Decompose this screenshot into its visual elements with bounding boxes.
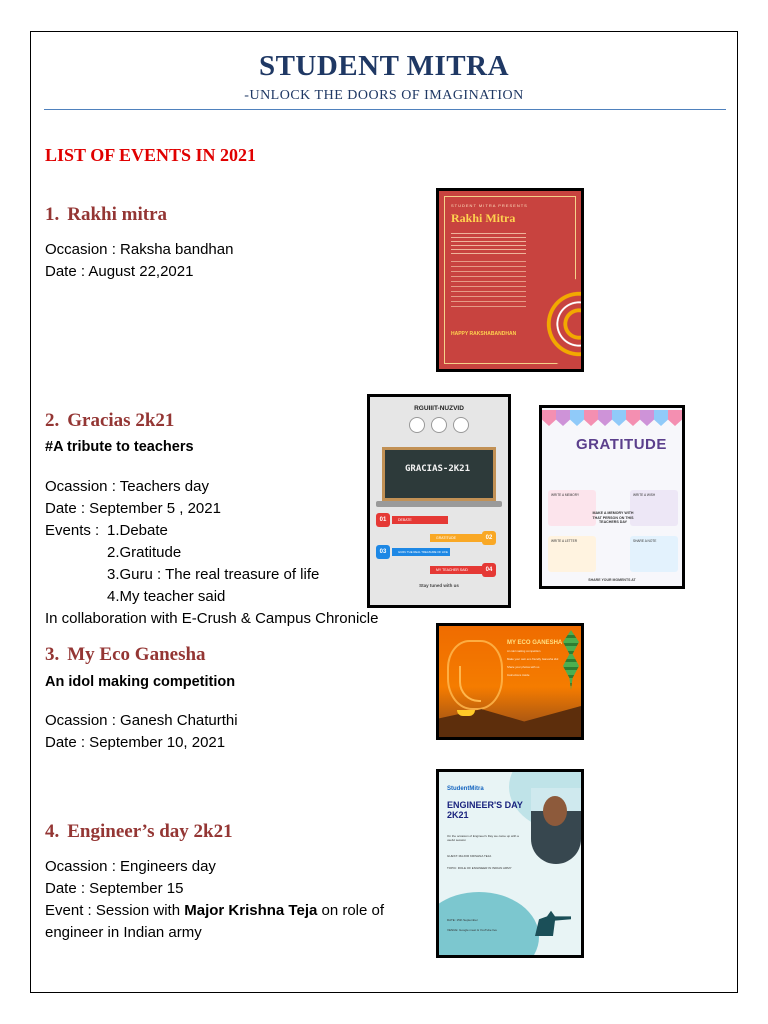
event-2-number: 2. bbox=[45, 410, 60, 431]
list-heading: LIST OF EVENTS IN 2021 bbox=[45, 145, 257, 165]
poster-line: DATE: 15th September bbox=[447, 918, 478, 922]
event-3-heading bbox=[45, 644, 206, 666]
event-2-date: Date : September 5 , 2021 bbox=[45, 500, 221, 517]
event-2-name: Gracias 2k21 bbox=[67, 410, 175, 431]
event-3-occasion: Ocassion : Ganesh Chaturthi bbox=[45, 712, 238, 729]
row-number-badge: 01 bbox=[376, 513, 390, 527]
row-label: DEBATE bbox=[392, 516, 448, 524]
speaker-face bbox=[543, 796, 567, 826]
event-2-item-1: 1.Debate bbox=[107, 522, 168, 539]
row-number-badge: 02 bbox=[482, 531, 496, 545]
event-4-session-suffix: on role of bbox=[317, 902, 385, 919]
poster-title: GRATITUDE bbox=[576, 436, 667, 453]
header-divider bbox=[44, 109, 726, 110]
poster-body-text bbox=[451, 261, 526, 311]
event-4-date: Date : September 15 bbox=[45, 880, 184, 897]
poster-body-text bbox=[451, 233, 526, 255]
info-box: WRITE A MEMORY bbox=[548, 490, 596, 526]
event-1-occasion: Occasion : Raksha bandhan bbox=[45, 241, 234, 258]
poster-logos bbox=[404, 417, 474, 435]
event-2-heading bbox=[45, 410, 174, 432]
row-number-badge: 03 bbox=[376, 545, 390, 559]
row-label: GRATITUDE bbox=[430, 534, 482, 542]
poster-org-name: RGUIIIT-NUZVID bbox=[414, 405, 464, 412]
event-4-occasion: Ocassion : Engineers day bbox=[45, 858, 216, 875]
event-3-name: My Eco Ganesha bbox=[67, 644, 206, 665]
event-2-events-label: Events : bbox=[45, 522, 100, 539]
logo-icon bbox=[453, 417, 469, 433]
gratitude-poster bbox=[539, 405, 685, 589]
event-3-number: 3. bbox=[45, 644, 60, 665]
bunting-flags bbox=[542, 410, 682, 426]
poster-kicker: STUDENT MITRA PRESENTS bbox=[451, 203, 528, 208]
event-4-session bbox=[45, 902, 384, 920]
event-4-session-prefix: Event : Session with bbox=[45, 902, 185, 919]
event-1-number: 1. bbox=[45, 204, 60, 225]
event-2-collaboration: In collaboration with E-Crush & Campus Chronicle bbox=[45, 610, 379, 627]
event-2-subtitle: #A tribute to teachers bbox=[45, 439, 194, 455]
logo-icon bbox=[431, 417, 447, 433]
event-3-subtitle: An idol making competition bbox=[45, 674, 236, 690]
poster-line: On the occasion of Engineer's Day we came up with a useful session bbox=[447, 834, 519, 842]
share-text: SHARE YOUR MOMENTS AT bbox=[588, 578, 636, 582]
poster-line: TOPIC: ROLE OF ENGINEER IN INDIAN ARMY bbox=[447, 866, 512, 870]
poster-greeting: HAPPY RAKSHABANDHAN bbox=[451, 331, 517, 337]
event-2-item-2: 2.Gratitude bbox=[107, 544, 182, 561]
event-1-date: Date : August 22,2021 bbox=[45, 263, 194, 280]
eco-ganesha-poster bbox=[436, 623, 584, 740]
poster-tagline: An idol making competition bbox=[507, 649, 541, 653]
event-4-heading bbox=[45, 821, 233, 843]
event-4-name: Engineer’s day 2k21 bbox=[67, 821, 233, 842]
info-box: WRITE A LETTER bbox=[548, 536, 596, 572]
event-2-item-3: 3.Guru : The real treasure of life bbox=[107, 566, 320, 583]
center-text: MAKE A MEMORY WITH THAT PERSON ON THIS TEACHERS DAY bbox=[592, 511, 634, 524]
poster-line: Make your own eco friendly Ganesha idol bbox=[507, 657, 559, 661]
event-1-name: Rakhi mitra bbox=[67, 204, 167, 225]
poster-title: MY ECO GANESHA bbox=[507, 640, 563, 646]
row-label: GURU THE REAL TREASURE OF LIFE bbox=[392, 548, 450, 556]
event-2-occasion: Ocassion : Teachers day bbox=[45, 478, 209, 495]
board-text: GRACIAS-2K21 bbox=[405, 464, 471, 474]
row-number-badge: 04 bbox=[482, 563, 496, 577]
poster-footer: Stay tuned with us bbox=[419, 583, 459, 588]
event-2-item-4: 4.My teacher said bbox=[107, 588, 226, 605]
info-box: SHARE A NOTE bbox=[630, 536, 678, 572]
event-4-number: 4. bbox=[45, 821, 60, 842]
poster-line: VENUE: Google meet & YouTube live bbox=[447, 928, 497, 932]
row-label: MY TEACHER SAID bbox=[430, 566, 482, 574]
poster-line: GUEST: MAJOR KRISHNA TEJA bbox=[447, 854, 492, 858]
soldier-silhouette-graphic bbox=[531, 908, 571, 936]
poster-line: Share your photos with us bbox=[507, 665, 540, 669]
laptop-graphic bbox=[376, 501, 502, 507]
poster-title: Rakhi Mitra bbox=[451, 211, 516, 225]
wave-graphic bbox=[436, 892, 539, 958]
page-title: STUDENT MITRA bbox=[258, 50, 510, 82]
event-4-session-line2: engineer in Indian army bbox=[45, 924, 202, 941]
poster-brand: StudentMitra bbox=[447, 786, 484, 792]
logo-icon bbox=[409, 417, 425, 433]
poster-title: ENGINEER'S DAY 2K21 bbox=[447, 800, 523, 820]
event-4-guest-name: Major Krishna Teja bbox=[184, 902, 318, 919]
poster-line: Instructions inside bbox=[507, 673, 530, 677]
chalkboard-graphic bbox=[382, 447, 496, 501]
gracias-poster bbox=[367, 394, 511, 608]
tagline: -UNLOCK THE DOORS OF IMAGINATION bbox=[244, 88, 524, 103]
engineers-day-poster bbox=[436, 769, 584, 958]
event-3-date: Date : September 10, 2021 bbox=[45, 734, 226, 751]
info-box: WRITE A WISH bbox=[630, 490, 678, 526]
event-1-heading bbox=[45, 204, 167, 226]
rakhi-mitra-poster bbox=[436, 188, 584, 372]
